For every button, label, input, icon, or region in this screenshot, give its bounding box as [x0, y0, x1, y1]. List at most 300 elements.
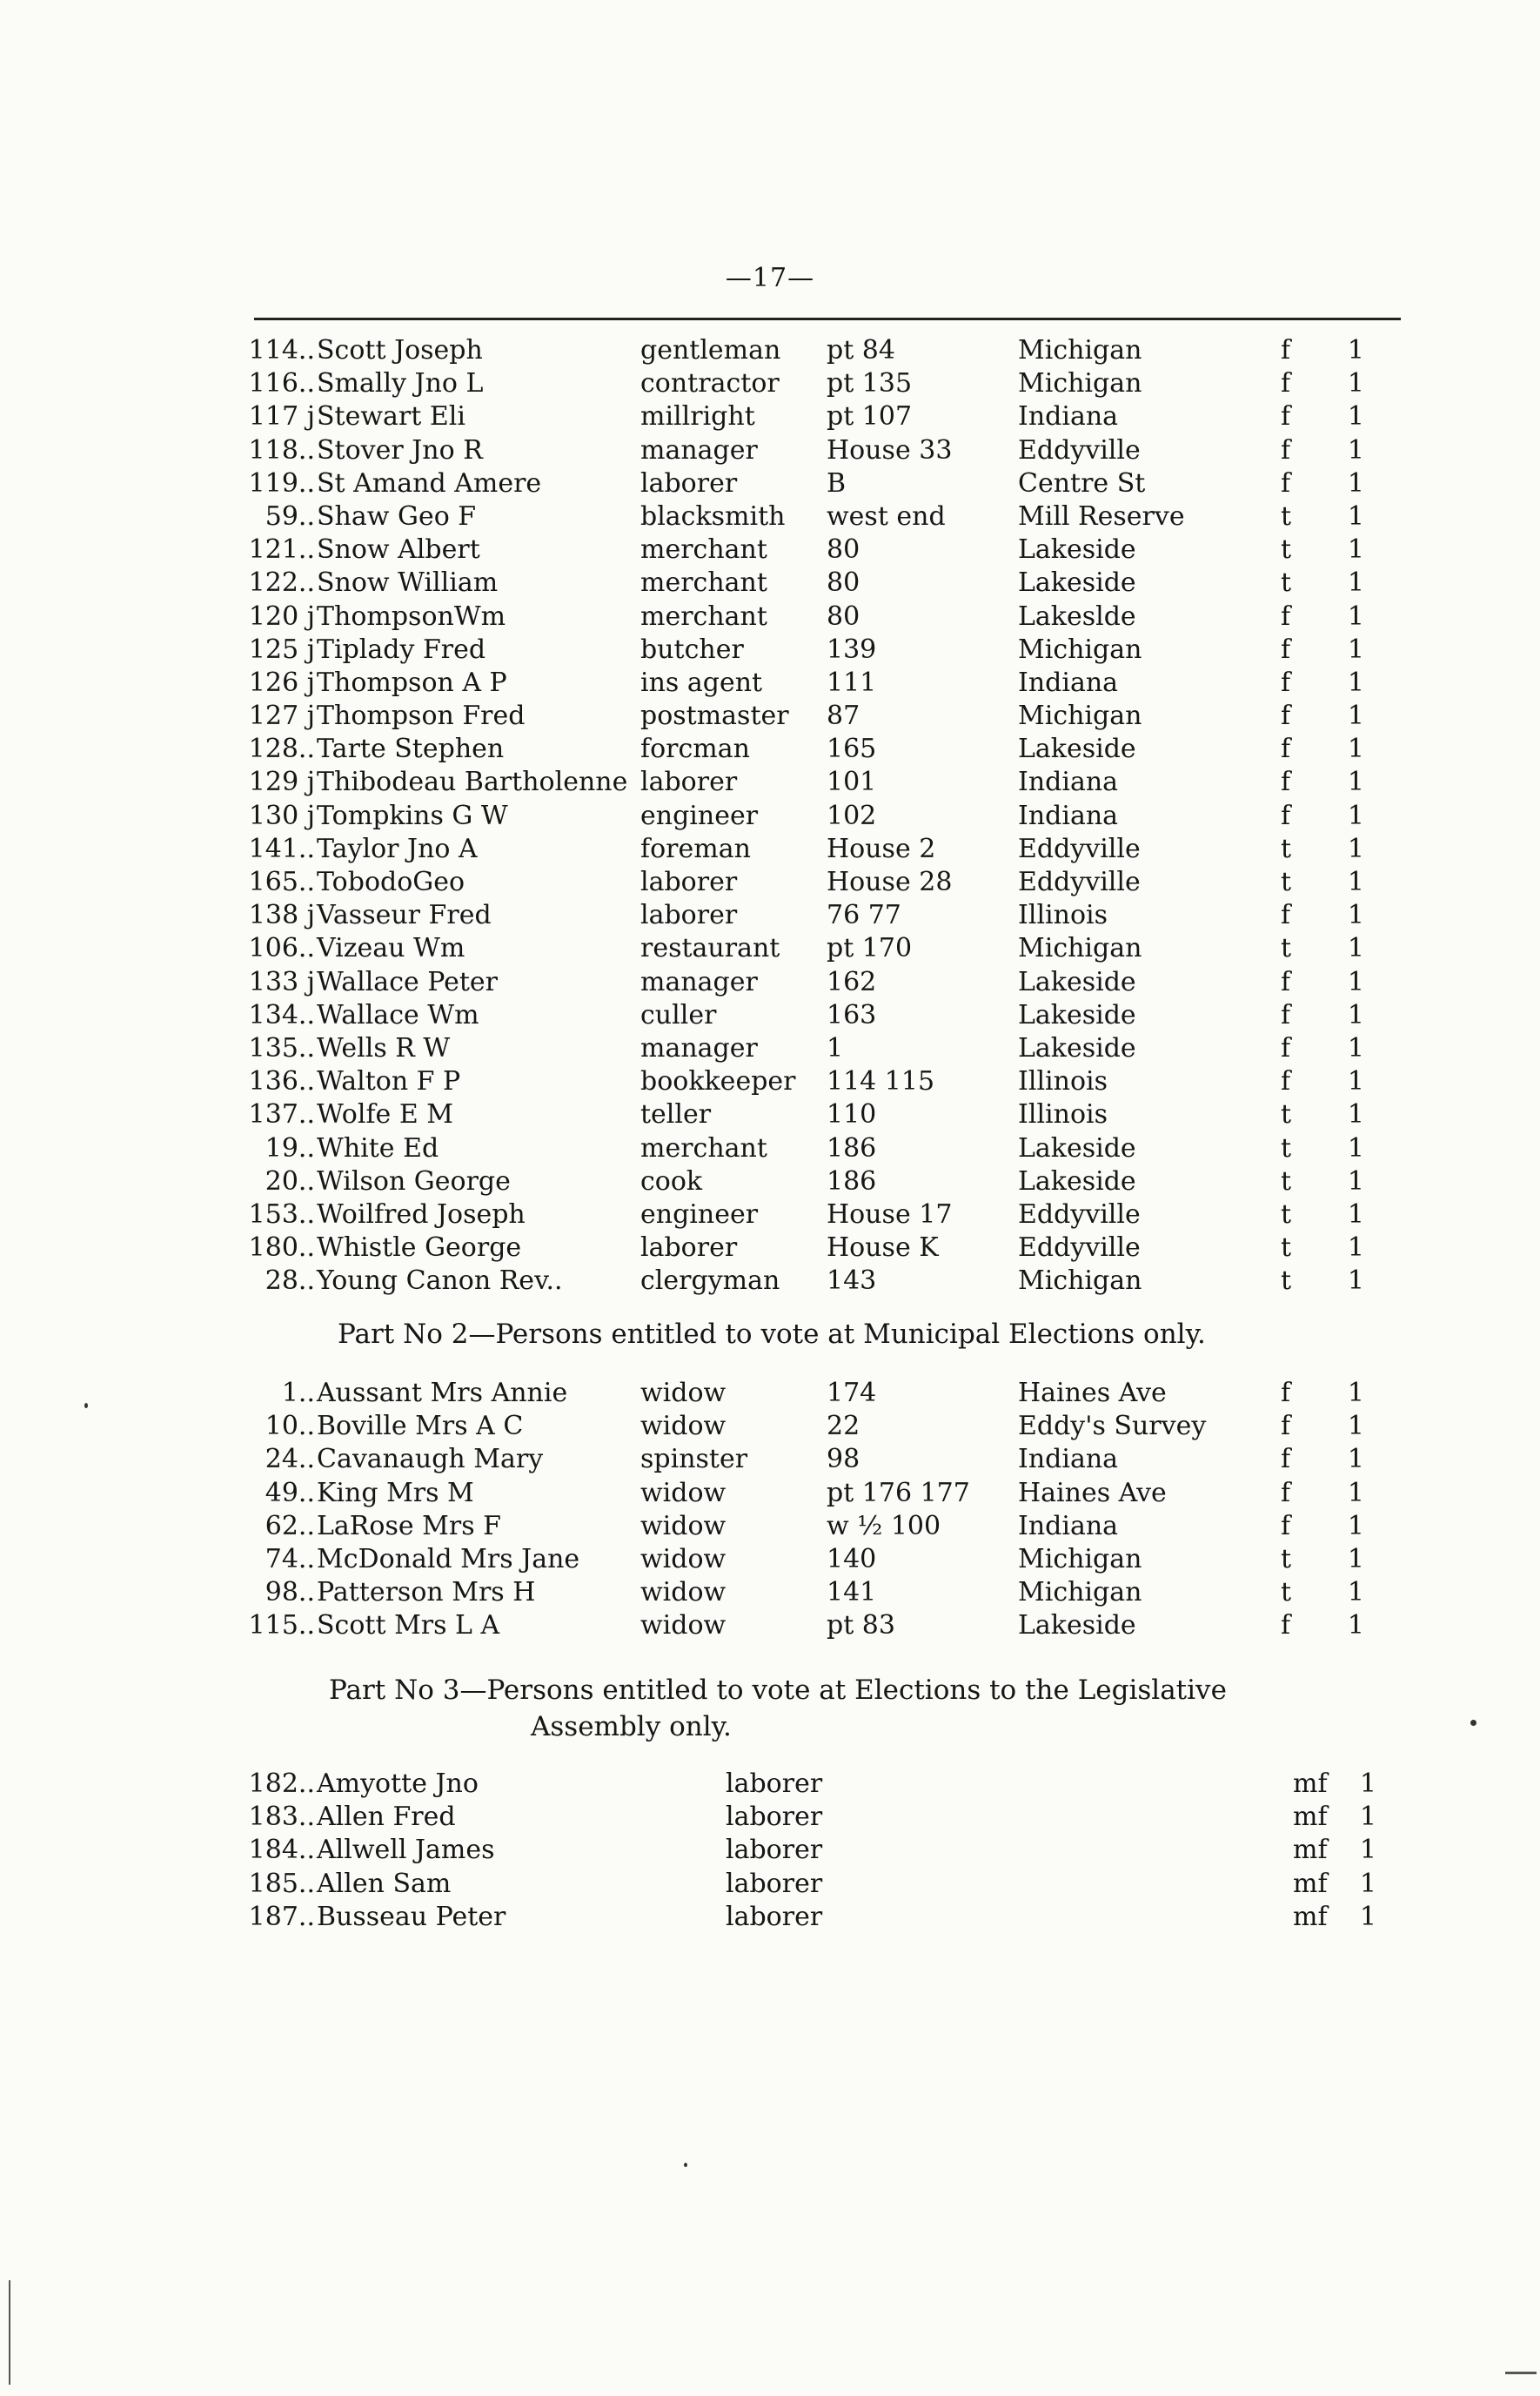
- voter-occupation: laborer: [726, 1901, 823, 1932]
- voter-occupation: widow: [640, 1577, 726, 1608]
- voter-row: [235, 999, 1401, 1032]
- voter-name: Tompkins G W: [317, 800, 508, 831]
- voter-row: [235, 1543, 1401, 1576]
- entry-number: 137..: [248, 1099, 315, 1131]
- voter-row: [235, 866, 1401, 899]
- vote-count: 1: [1347, 500, 1364, 532]
- voter-occupation: laborer: [640, 767, 738, 798]
- voter-row: [235, 1265, 1401, 1298]
- voter-row: [235, 1065, 1401, 1098]
- voter-occupation: widow: [640, 1411, 726, 1442]
- property-location: Mill Reserve: [1018, 500, 1185, 532]
- property-lot: pt 83: [827, 1610, 895, 1641]
- vote-count: 1: [1347, 1198, 1364, 1230]
- property-location: Eddyville: [1018, 867, 1141, 897]
- voter-occupation: merchant: [640, 534, 767, 566]
- vote-count: 1: [1359, 1802, 1376, 1833]
- voter-name: Wilson George: [317, 1165, 511, 1197]
- voter-row: [235, 1868, 1401, 1901]
- entry-number: 20..: [264, 1165, 315, 1197]
- property-location: Lakeside: [1018, 999, 1136, 1030]
- voter-row: [235, 700, 1401, 733]
- property-lot: 140: [827, 1543, 877, 1574]
- qualification-code: f: [1281, 701, 1291, 732]
- voter-occupation: restaurant: [640, 933, 780, 964]
- vote-count: 1: [1347, 1099, 1364, 1131]
- entry-number: 184..: [248, 1835, 315, 1866]
- voter-name: Young Canon Rev..: [317, 1265, 563, 1297]
- property-location: Eddyville: [1018, 1198, 1141, 1230]
- qualification-code: t: [1281, 534, 1292, 566]
- voter-occupation: gentleman: [640, 335, 781, 366]
- voter-row: [235, 1834, 1401, 1867]
- voter-name: Boville Mrs A C: [317, 1411, 524, 1442]
- vote-count: 1: [1347, 900, 1364, 931]
- entry-number: 185..: [248, 1868, 315, 1899]
- vote-count: 1: [1347, 1032, 1364, 1064]
- vote-count: 1: [1347, 966, 1364, 997]
- property-location: Eddyville: [1018, 434, 1141, 466]
- qualification-code: mf: [1293, 1835, 1328, 1866]
- property-lot: west end: [827, 500, 946, 532]
- property-lot: 80: [827, 567, 860, 599]
- voter-name: McDonald Mrs Jane: [317, 1543, 580, 1574]
- voter-occupation: widow: [640, 1543, 726, 1574]
- entry-number: 153..: [248, 1198, 315, 1230]
- entry-number: 120 j: [248, 601, 315, 632]
- vote-count: 1: [1347, 1577, 1364, 1608]
- voter-occupation: postmaster: [640, 701, 789, 732]
- voter-name: Snow William: [317, 567, 499, 599]
- entry-number: 19..: [264, 1132, 315, 1164]
- property-lot: pt 135: [827, 368, 913, 399]
- voter-row: [235, 1801, 1401, 1834]
- vote-count: 1: [1347, 1510, 1364, 1541]
- property-lot: w ½ 100: [827, 1510, 941, 1541]
- property-lot: 76 77: [827, 900, 901, 931]
- vote-count: 1: [1347, 667, 1364, 698]
- property-location: Indiana: [1018, 667, 1119, 698]
- vote-count: 1: [1347, 601, 1364, 632]
- vote-count: 1: [1359, 1901, 1376, 1932]
- qualification-code: f: [1281, 368, 1291, 399]
- vote-count: 1: [1347, 1132, 1364, 1164]
- entry-number: 117 j: [248, 401, 315, 433]
- voter-name: Thibodeau Bartholenne: [317, 767, 628, 798]
- vote-count: 1: [1347, 1444, 1364, 1475]
- voter-row: [235, 500, 1401, 534]
- voter-occupation: contractor: [640, 368, 780, 399]
- voter-row: [235, 833, 1401, 866]
- voter-name: Wallace Peter: [317, 966, 499, 997]
- voter-row: [235, 467, 1401, 500]
- vote-count: 1: [1347, 1411, 1364, 1442]
- voter-occupation: widow: [640, 1477, 726, 1508]
- vote-count: 1: [1359, 1835, 1376, 1866]
- qualification-code: t: [1281, 500, 1292, 532]
- property-location: Michigan: [1018, 701, 1142, 732]
- entry-number: 141..: [248, 833, 315, 864]
- voter-name: Thompson Fred: [317, 701, 526, 732]
- vote-count: 1: [1347, 767, 1364, 798]
- voter-row: [235, 400, 1401, 433]
- vote-count: 1: [1347, 1610, 1364, 1641]
- qualification-code: mf: [1293, 1802, 1328, 1833]
- voter-name: Woilfred Joseph: [317, 1198, 526, 1230]
- entry-number: 127 j: [248, 701, 315, 732]
- voter-occupation: engineer: [640, 800, 759, 831]
- property-location: Indiana: [1018, 767, 1119, 798]
- voter-row: [235, 667, 1401, 700]
- entry-number: 115..: [248, 1610, 315, 1641]
- voter-row: [235, 1576, 1401, 1609]
- property-lot: House 33: [827, 434, 953, 466]
- property-lot: 165: [827, 734, 877, 765]
- voter-occupation: manager: [640, 966, 758, 997]
- voter-name: Taylor Jno A: [317, 833, 478, 864]
- entry-number: 122..: [248, 567, 315, 599]
- entry-number: 49..: [264, 1477, 315, 1508]
- entry-number: 10..: [264, 1411, 315, 1442]
- voter-row: [235, 966, 1401, 999]
- entry-number: 114..: [248, 335, 315, 366]
- voter-occupation: laborer: [640, 1232, 738, 1264]
- voter-row: [235, 334, 1401, 367]
- voter-occupation: laborer: [726, 1868, 823, 1899]
- voter-occupation: laborer: [640, 900, 738, 931]
- voter-row: [235, 601, 1401, 634]
- scan-speck: [684, 2163, 687, 2167]
- voter-name: Smally Jno L: [317, 368, 484, 399]
- property-location: Lakeside: [1018, 1165, 1136, 1197]
- voter-name: Stewart Eli: [317, 401, 465, 433]
- voter-name: Busseau Peter: [317, 1901, 506, 1932]
- property-lot: B: [827, 467, 847, 499]
- entry-number: 126 j: [248, 667, 315, 698]
- qualification-code: mf: [1293, 1868, 1328, 1899]
- qualification-code: f: [1281, 634, 1291, 665]
- scan-speck: [84, 1403, 88, 1408]
- property-location: Michigan: [1018, 1577, 1142, 1608]
- entry-number: 125 j: [248, 634, 315, 665]
- property-location: Indiana: [1018, 1444, 1119, 1475]
- property-location: Lakeside: [1018, 1132, 1136, 1164]
- vote-count: 1: [1347, 1543, 1364, 1574]
- voter-name: Tiplady Fred: [317, 634, 486, 665]
- qualification-code: t: [1281, 867, 1292, 897]
- qualification-code: f: [1281, 1510, 1291, 1541]
- property-lot: 111: [827, 667, 877, 698]
- voter-name: King Mrs M: [317, 1477, 474, 1508]
- voter-row: [235, 1377, 1401, 1410]
- voter-occupation: teller: [640, 1099, 712, 1131]
- voter-name: Wolfe E M: [317, 1099, 454, 1131]
- property-lot: 114 115: [827, 1066, 935, 1097]
- property-location: Eddyville: [1018, 833, 1141, 864]
- voter-occupation: cook: [640, 1165, 703, 1197]
- qualification-code: t: [1281, 1132, 1292, 1164]
- vote-count: 1: [1347, 833, 1364, 864]
- voter-occupation: manager: [640, 434, 758, 466]
- property-lot: 110: [827, 1099, 877, 1131]
- vote-count: 1: [1347, 534, 1364, 566]
- property-lot: 98: [827, 1444, 860, 1475]
- property-location: Illinois: [1018, 900, 1108, 931]
- voter-occupation: widow: [640, 1510, 726, 1541]
- property-location: Michigan: [1018, 335, 1142, 366]
- voter-name: Shaw Geo F: [317, 500, 477, 532]
- voter-name: Vizeau Wm: [317, 933, 465, 964]
- voter-name: Whistle George: [317, 1232, 522, 1264]
- part2-voter-list: [235, 1377, 1401, 1643]
- property-lot: 22: [827, 1411, 860, 1442]
- vote-count: 1: [1347, 1066, 1364, 1097]
- property-lot: House 17: [827, 1198, 953, 1230]
- voter-name: Scott Mrs L A: [317, 1610, 500, 1641]
- property-location: Eddy's Survey: [1018, 1411, 1207, 1442]
- qualification-code: f: [1281, 1066, 1291, 1097]
- qualification-code: f: [1281, 999, 1291, 1030]
- vote-count: 1: [1347, 1477, 1364, 1508]
- voter-occupation: clergyman: [640, 1265, 780, 1297]
- property-lot: 186: [827, 1165, 877, 1197]
- qualification-code: f: [1281, 467, 1291, 499]
- qualification-code: f: [1281, 1444, 1291, 1475]
- voter-occupation: forcman: [640, 734, 750, 765]
- vote-count: 1: [1347, 467, 1364, 499]
- voter-name: ThompsonWm: [317, 601, 506, 632]
- qualification-code: f: [1281, 767, 1291, 798]
- qualification-code: f: [1281, 401, 1291, 433]
- property-lot: pt 176 177: [827, 1477, 970, 1508]
- property-location: Lakeside: [1018, 534, 1136, 566]
- entry-number: 98..: [264, 1577, 315, 1608]
- voter-row: [235, 634, 1401, 667]
- property-location: Eddyville: [1018, 1232, 1141, 1264]
- voter-row: [235, 766, 1401, 799]
- qualification-code: f: [1281, 1411, 1291, 1442]
- qualification-code: f: [1281, 335, 1291, 366]
- part3-heading: [329, 1672, 1460, 1745]
- voter-occupation: engineer: [640, 1198, 759, 1230]
- voter-row: [235, 733, 1401, 766]
- voter-row: [235, 1165, 1401, 1198]
- vote-count: 1: [1347, 335, 1364, 366]
- property-lot: House K: [827, 1232, 939, 1264]
- voter-name: Patterson Mrs H: [317, 1577, 536, 1608]
- voter-row: [235, 932, 1401, 965]
- property-lot: pt 170: [827, 933, 913, 964]
- qualification-code: t: [1281, 933, 1292, 964]
- property-lot: 101: [827, 767, 877, 798]
- entry-number: 62..: [264, 1510, 315, 1541]
- voter-occupation: laborer: [726, 1768, 823, 1799]
- entry-number: 59..: [264, 500, 315, 532]
- part2-heading: Part No 2—Persons entitled to vote at Municipal Elections only.: [338, 1319, 1206, 1350]
- qualification-code: t: [1281, 1543, 1292, 1574]
- entry-number: 121..: [248, 534, 315, 566]
- property-location: Lakeslde: [1018, 601, 1136, 632]
- voter-row: [235, 434, 1401, 467]
- voter-occupation: spinster: [640, 1444, 748, 1475]
- voter-occupation: merchant: [640, 567, 767, 599]
- voter-row: [235, 1443, 1401, 1476]
- voter-name: Snow Albert: [317, 534, 480, 566]
- voter-name: St Amand Amere: [317, 467, 542, 499]
- entry-number: 136..: [248, 1066, 315, 1097]
- voter-name: Scott Joseph: [317, 335, 483, 366]
- voter-row: [235, 1477, 1401, 1510]
- property-lot: 80: [827, 534, 860, 566]
- property-location: Indiana: [1018, 800, 1119, 831]
- entry-number: 129 j: [248, 767, 315, 798]
- voter-occupation: laborer: [726, 1835, 823, 1866]
- qualification-code: f: [1281, 734, 1291, 765]
- property-location: Centre St: [1018, 467, 1146, 499]
- qualification-code: t: [1281, 1577, 1292, 1608]
- voter-row: [235, 1232, 1401, 1265]
- property-location: Michigan: [1018, 368, 1142, 399]
- qualification-code: f: [1281, 966, 1291, 997]
- header-rule: [254, 318, 1401, 320]
- qualification-code: f: [1281, 667, 1291, 698]
- voter-occupation: merchant: [640, 1132, 767, 1164]
- vote-count: 1: [1347, 701, 1364, 732]
- property-location: Illinois: [1018, 1066, 1108, 1097]
- property-location: Indiana: [1018, 401, 1119, 433]
- voter-name: Thompson A P: [317, 667, 507, 698]
- voter-row: [235, 1510, 1401, 1543]
- voter-name: Amyotte Jno: [317, 1768, 479, 1799]
- voter-name: Allen Fred: [317, 1802, 456, 1833]
- voter-occupation: butcher: [640, 634, 744, 665]
- vote-count: 1: [1347, 933, 1364, 964]
- property-lot: House 2: [827, 833, 936, 864]
- qualification-code: f: [1281, 1378, 1291, 1408]
- vote-count: 1: [1347, 401, 1364, 433]
- property-location: Haines Ave: [1018, 1378, 1167, 1408]
- voter-name: TobodoGeo: [317, 867, 465, 897]
- property-lot: 186: [827, 1132, 877, 1164]
- voter-row: [235, 1198, 1401, 1232]
- entry-number: 118..: [248, 434, 315, 466]
- property-lot: 87: [827, 701, 860, 732]
- voter-occupation: widow: [640, 1610, 726, 1641]
- property-location: Indiana: [1018, 1510, 1119, 1541]
- entry-number: 116..: [248, 368, 315, 399]
- voter-row: [235, 1132, 1401, 1165]
- voter-row: [235, 1901, 1401, 1934]
- vote-count: 1: [1347, 1232, 1364, 1264]
- voter-row: [235, 367, 1401, 400]
- voter-name: Wallace Wm: [317, 999, 479, 1030]
- voter-name: Stover Jno R: [317, 434, 483, 466]
- voter-row: [235, 1410, 1401, 1443]
- entry-number: 119..: [248, 467, 315, 499]
- voter-name: White Ed: [317, 1132, 439, 1164]
- property-location: Lakeside: [1018, 734, 1136, 765]
- property-lot: 80: [827, 601, 860, 632]
- qualification-code: f: [1281, 434, 1291, 466]
- property-location: Lakeside: [1018, 966, 1136, 997]
- voter-row: [235, 800, 1401, 833]
- qualification-code: t: [1281, 833, 1292, 864]
- property-location: Haines Ave: [1018, 1477, 1167, 1508]
- entry-number: 24..: [264, 1444, 315, 1475]
- property-lot: 174: [827, 1378, 877, 1408]
- entry-number: 130 j: [248, 800, 315, 831]
- property-lot: 143: [827, 1265, 877, 1297]
- qualification-code: f: [1281, 900, 1291, 931]
- qualification-code: t: [1281, 1265, 1292, 1297]
- voter-row: [235, 1768, 1401, 1801]
- property-location: Michigan: [1018, 1543, 1142, 1574]
- voter-occupation: laborer: [726, 1802, 823, 1833]
- voter-occupation: laborer: [640, 867, 738, 897]
- voter-name: Aussant Mrs Annie: [317, 1378, 568, 1408]
- part3-heading-line1: Part No 3—Persons entitled to vote at Elections to the Legislative: [329, 1675, 1227, 1706]
- vote-count: 1: [1347, 567, 1364, 599]
- page-number: —17—: [725, 263, 815, 293]
- property-location: Michigan: [1018, 933, 1142, 964]
- voter-row: [235, 1098, 1401, 1131]
- entry-number: 74..: [264, 1543, 315, 1574]
- property-location: Michigan: [1018, 634, 1142, 665]
- property-lot: 139: [827, 634, 877, 665]
- part3-voter-list: [235, 1768, 1401, 1934]
- vote-count: 1: [1347, 1378, 1364, 1408]
- voter-row: [235, 534, 1401, 567]
- voter-name: Cavanaugh Mary: [317, 1444, 544, 1475]
- vote-count: 1: [1359, 1868, 1376, 1899]
- entry-number: 180..: [248, 1232, 315, 1264]
- qualification-code: t: [1281, 1099, 1292, 1131]
- entry-number: 134..: [248, 999, 315, 1030]
- property-lot: pt 84: [827, 335, 895, 366]
- qualification-code: t: [1281, 1198, 1292, 1230]
- qualification-code: mf: [1293, 1901, 1328, 1932]
- qualification-code: t: [1281, 567, 1292, 599]
- scan-speck: [1470, 1720, 1476, 1726]
- vote-count: 1: [1347, 634, 1364, 665]
- vote-count: 1: [1347, 867, 1364, 897]
- entry-number: 133 j: [248, 966, 315, 997]
- voter-name: Allen Sam: [317, 1868, 452, 1899]
- vote-count: 1: [1347, 734, 1364, 765]
- property-lot: 102: [827, 800, 877, 831]
- entry-number: 28..: [264, 1265, 315, 1297]
- property-location: Lakeside: [1018, 567, 1136, 599]
- vote-count: 1: [1347, 1265, 1364, 1297]
- qualification-code: f: [1281, 1477, 1291, 1508]
- entry-number: 183..: [248, 1802, 315, 1833]
- voter-occupation: manager: [640, 1032, 758, 1064]
- property-location: Lakeside: [1018, 1032, 1136, 1064]
- vote-count: 1: [1359, 1768, 1376, 1799]
- property-location: Michigan: [1018, 1265, 1142, 1297]
- voter-name: LaRose Mrs F: [317, 1510, 501, 1541]
- voter-row: [235, 899, 1401, 932]
- voter-row: [235, 567, 1401, 600]
- entry-number: 187..: [248, 1901, 315, 1932]
- voter-occupation: laborer: [640, 467, 738, 499]
- property-lot: House 28: [827, 867, 953, 897]
- scan-edge-mark: [9, 2280, 10, 2385]
- voter-occupation: bookkeeper: [640, 1066, 796, 1097]
- voter-occupation: foreman: [640, 833, 751, 864]
- property-lot: pt 107: [827, 401, 913, 433]
- part3-heading-line2: Assembly only.: [531, 1711, 732, 1742]
